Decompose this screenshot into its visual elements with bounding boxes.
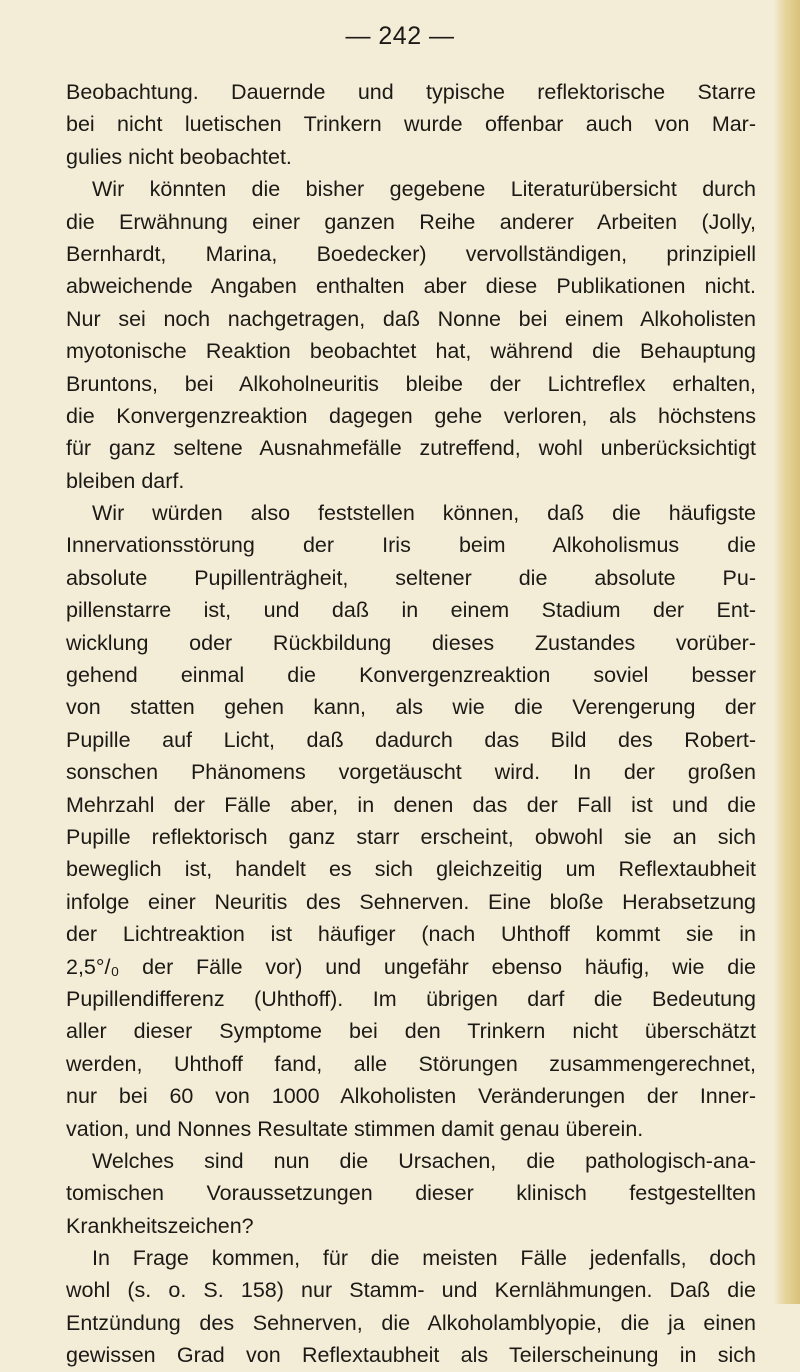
text-line: Pupille reflektorisch ganz starr erscheint, obwohl sie an sich [66,824,756,849]
text-line: beweglich ist, handelt es sich gleichzeitig um Reflextaubheit [66,857,756,882]
text-line: 2,5°/₀ der Fälle vor) und ungefähr ebenso häufig, wie die [66,954,756,979]
text-line: tomischen Voraussetzungen dieser klinisch festgestellten [66,1181,756,1206]
text-line: sonschen Phänomens vorgetäuscht wird. In der großen [66,760,756,785]
text-line: aller dieser Symptome bei den Trinkern nicht überschätzt [66,1019,756,1044]
text-line: der Lichtreaktion ist häufiger (nach Uhthoff kommt sie in [66,922,756,947]
text-line: abweichende Angaben enthalten aber diese Publikationen nicht. [66,274,756,299]
text-line: die Erwähnung einer ganzen Reihe anderer Arbeiten (Jolly, [66,209,756,234]
text-line: nur bei 60 von 1000 Alkoholisten Veränderungen der Inner- [66,1084,756,1109]
page-number: — 242 — [345,22,455,50]
text-line: Wir könnten die bisher gegebene Literaturübersicht durch [92,177,756,202]
text-line: Mehrzahl der Fälle aber, in denen das der Fall ist und die [66,792,756,817]
text-line: Entzündung des Sehnerven, die Alkoholamblyopie, die ja einen [66,1310,756,1335]
text-line: In Frage kommen, für die meisten Fälle jedenfalls, doch [92,1246,756,1271]
text-line: Pupille auf Licht, daß dadurch das Bild des Robert- [66,727,756,752]
text-line: absolute Pupillenträgheit, seltener die absolute Pu- [66,565,756,590]
text-line: wicklung oder Rückbildung dieses Zustandes vorüber- [66,630,756,655]
text-line: Innervationsstörung der Iris beim Alkoholismus die [66,533,756,558]
text-line: Pupillendifferenz (Uhthoff). Im übrigen darf die Bedeutung [66,986,756,1011]
text-line: gehend einmal die Konvergenzreaktion soviel besser [66,663,756,688]
text-line: Bruntons, bei Alkoholneuritis bleibe der Lichtreflex erhalten, [66,371,756,396]
text-line: Krankheitszeichen? [66,1213,254,1238]
text-line: bei nicht luetischen Trinkern wurde offenbar auch von Mar- [66,112,756,137]
text-line: Wir würden also feststellen können, daß die häufigste [92,501,756,526]
text-line: vation, und Nonnes Resultate stimmen damit genau überein. [66,1116,644,1141]
text-line: wohl (s. o. S. 158) nur Stamm- und Kernlähmungen. Daß die [66,1278,756,1303]
text-line: gulies nicht beobachtet. [66,144,292,169]
text-line: Bernhardt, Marina, Boedecker) vervollständigen, prinzipiell [66,241,756,266]
text-line: für ganz seltene Ausnahmefälle zutreffend, wohl unberücksichtigt [66,436,756,461]
text-line: Beobachtung. Dauernde und typische reflektorische Starre [66,80,756,104]
text-line: Nur sei noch nachgetragen, daß Nonne bei einem Alkoholisten [66,306,756,331]
text-line: werden, Uhthoff fand, alle Störungen zusammengerechnet, [66,1051,756,1076]
text-line: infolge einer Neuritis des Sehnerven. Eine bloße Herabsetzung [66,889,756,914]
text-line: von statten gehen kann, als wie die Verengerung der [66,695,756,720]
page-edge-shadow [774,0,800,1304]
text-line: bleiben darf. [66,468,185,493]
text-line: gewissen Grad von Reflextaubheit als Teilerscheinung in sich [66,1343,756,1368]
body-text [66,76,756,1372]
text-line: pillenstarre ist, und daß in einem Stadium der Ent- [66,598,756,623]
text-line: myotonische Reaktion beobachtet hat, während die Behauptung [66,339,756,364]
text-line: die Konvergenzreaktion dagegen gehe verloren, als höchstens [66,403,756,428]
text-line: Welches sind nun die Ursachen, die pathologisch-ana- [92,1148,756,1173]
